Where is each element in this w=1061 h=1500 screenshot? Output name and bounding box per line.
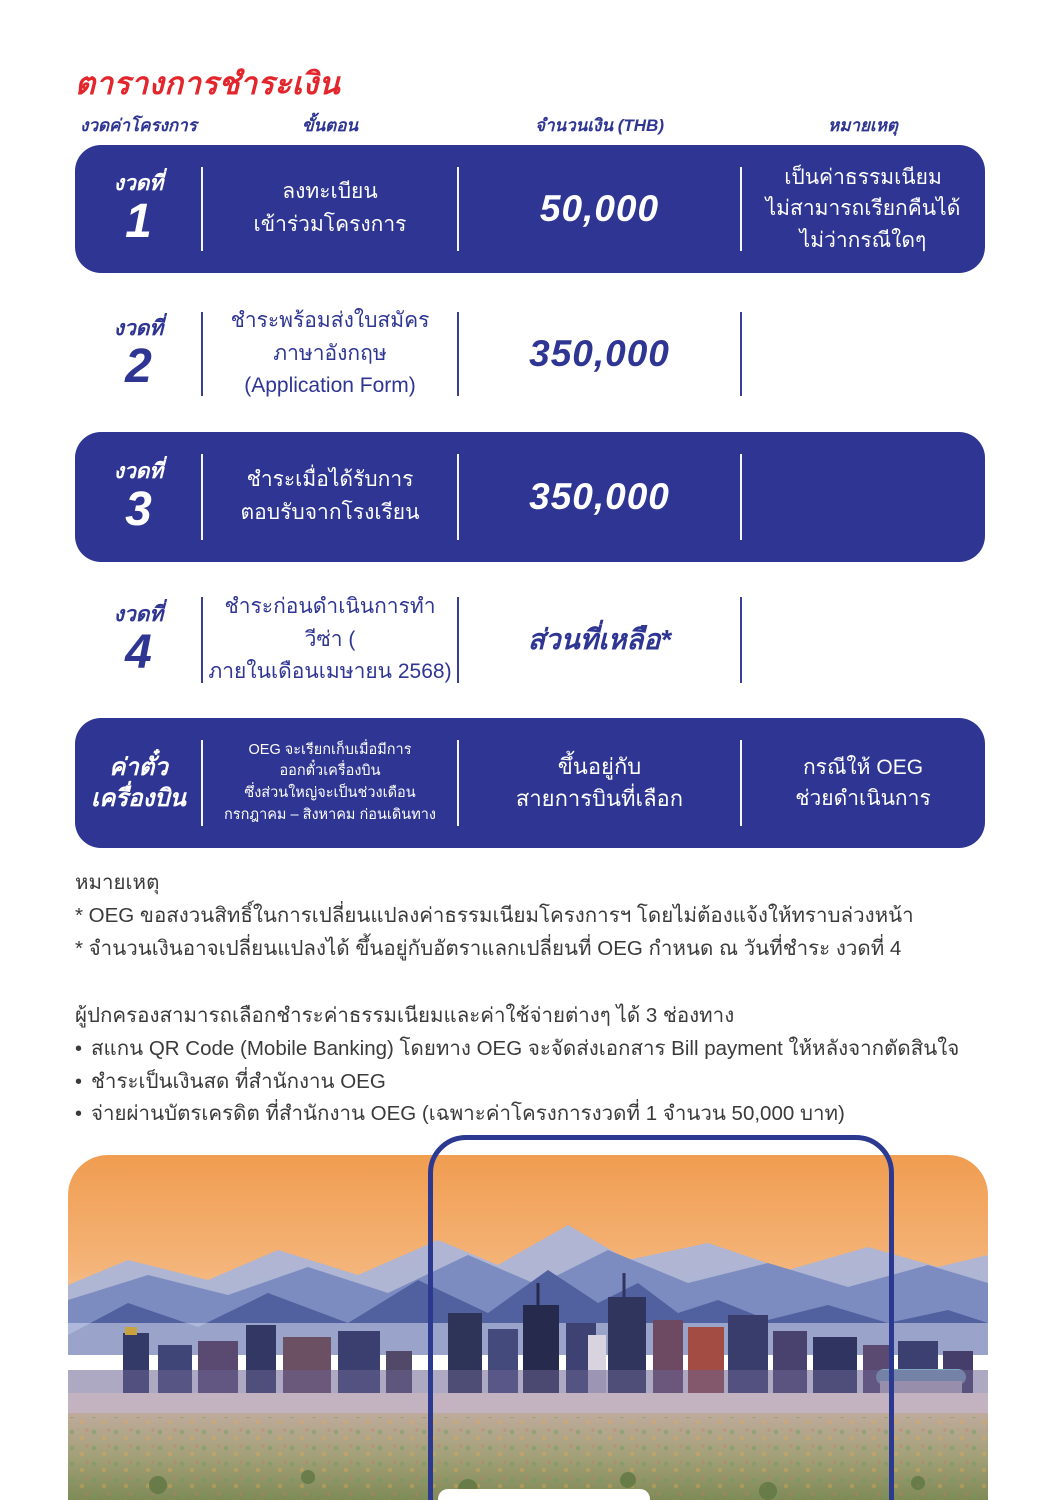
bullet-icon: •: [75, 1070, 83, 1093]
channels-title: ผู้ปกครองสามารถเลือกชำระค่าธรรมเนียมและค่าใช้จ่ายต่างๆ ได้ 3 ช่องทาง: [75, 1004, 735, 1027]
note-item: * จำนวนเงินอาจเปลี่ยนแปลงได้ ขึ้นอยู่กับอัตราแลกเปลี่ยนที่ OEG กำหนด ณ วันที่ชำระ งวดที่ 4: [75, 937, 902, 961]
installment-label-cell: งวดที่ 1: [75, 145, 202, 273]
installment-label-cell: ค่าตั๋ว เครื่องบิน: [75, 718, 202, 848]
amount-cell: 350,000: [458, 432, 741, 562]
payment-row-2: [75, 290, 985, 418]
amount-cell: 50,000: [458, 145, 741, 273]
note-cell: เป็นค่าธรรมเนียม ไม่สามารถเรียกคืนได้ ไม่ว่ากรณีใดๆ: [765, 165, 961, 252]
installment-label-cell: งวดที่ 2: [75, 290, 202, 418]
step-cell: ชำระพร้อมส่งใบสมัคร ภาษาอังกฤษ (Application Form): [202, 290, 458, 418]
payment-channels-section: [75, 1000, 1005, 1131]
channel-item: • จ่ายผ่านบัตรเครดิต ที่สำนักงาน OEG (เฉพาะค่าโครงการงวดที่ 1 จำนวน 50,000 บาท): [75, 1098, 1005, 1131]
note-cell: [741, 290, 985, 418]
notes-section: [75, 866, 995, 966]
bullet-icon: •: [75, 1103, 83, 1126]
step-cell: ลงทะเบียน เข้าร่วมโครงการ: [202, 145, 458, 273]
note-cell: [741, 575, 985, 705]
column-header-step: ขั้นตอน: [301, 116, 359, 135]
notes-title: หมายเหตุ: [75, 871, 160, 894]
payment-row-5: [75, 718, 985, 848]
amount-cell: ส่วนที่เหลือ*: [458, 575, 741, 705]
payment-row-4: [75, 575, 985, 705]
step-cell: ชำระเมื่อได้รับการ ตอบรับจากโรงเรียน: [202, 432, 458, 562]
page-title: ตารางการชำระเงิน: [75, 66, 341, 101]
table-header-row: [75, 112, 985, 139]
photo-frame-outline: [428, 1135, 894, 1500]
note-cell: [741, 432, 985, 562]
step-cell: OEG จะเรียกเก็บเมื่อมีการ ออกตั๋วเครื่องบิน ซึ่งส่วนใหญ่จะเป็นช่วงเดือน กรกฎาคม – สิงหาคม ก่อนเดินทาง: [202, 718, 458, 848]
payment-row-1: [75, 145, 985, 273]
amount-cell: ขึ้นอยู่กับ สายการบินที่เลือก: [458, 718, 741, 848]
column-header-amount: จำนวนเงิน (THB): [534, 116, 664, 135]
channel-item: • ชำระเป็นเงินสด ที่สำนักงาน OEG: [75, 1066, 1005, 1099]
note-cell: กรณีให้ OEG ช่วยดำเนินการ: [795, 755, 931, 810]
bullet-icon: •: [75, 1037, 83, 1060]
installment-label-cell: งวดที่ 4: [75, 575, 202, 705]
installment-label-cell: งวดที่ 3: [75, 432, 202, 562]
payment-row-3: [75, 432, 985, 562]
amount-cell: 350,000: [458, 290, 741, 418]
column-header-installment: งวดค่าโครงการ: [80, 116, 197, 135]
channel-item: • สแกน QR Code (Mobile Banking) โดยทาง OEG จะจัดส่งเอกสาร Bill payment ให้หลังจากตัดสินใจ: [75, 1033, 1005, 1066]
column-header-note: หมายเหตุ: [828, 116, 898, 135]
step-cell: ชำระก่อนดำเนินการทำวีซ่า ( ภายในเดือนเมษายน 2568): [202, 575, 458, 705]
note-item: * OEG ขอสงวนสิทธิ์ในการเปลี่ยนแปลงค่าธรรมเนียมโครงการฯ โดยไม่ต้องแจ้งให้ทราบล่วงหน้า: [75, 904, 914, 928]
